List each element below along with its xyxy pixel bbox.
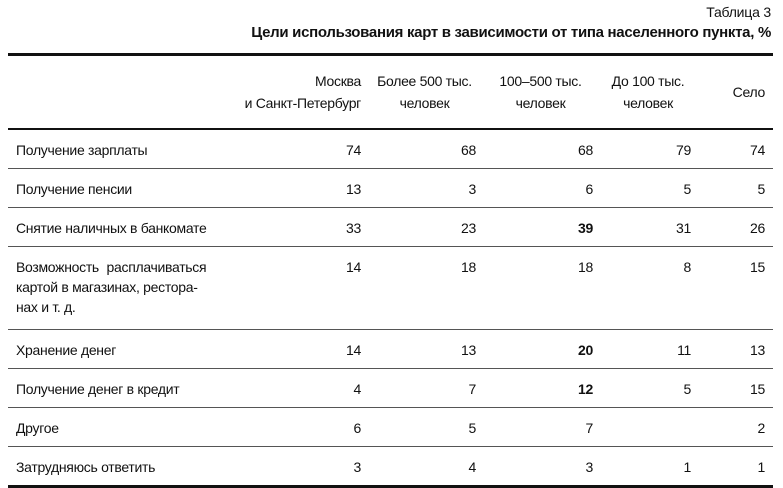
table-cell: 1 (683, 458, 691, 475)
row-label: Получение зарплаты (16, 141, 148, 158)
table-cell: 1 (757, 458, 765, 475)
row-label: Затрудняюсь ответить (16, 458, 156, 475)
table-cell: 2 (757, 419, 765, 436)
table-cell: 13 (461, 341, 476, 358)
table-cell: 68 (578, 141, 593, 158)
table-cell: 14 (346, 258, 361, 275)
table-cell: 5 (757, 180, 765, 197)
table-cell: 7 (585, 419, 593, 436)
header-line: человек (515, 94, 566, 111)
table-row (8, 168, 773, 207)
table-cell: 18 (578, 258, 593, 275)
header-line: 100–500 тыс. (499, 72, 582, 89)
row-label: Другое (16, 419, 59, 436)
row-label: Получение пенсии (16, 180, 132, 197)
table-cell: 6 (353, 419, 361, 436)
table-cell: 74 (346, 141, 361, 158)
table-cell: 15 (750, 380, 765, 397)
table-cell: 13 (750, 341, 765, 358)
table-cell: 79 (676, 141, 691, 158)
table-row (8, 368, 773, 407)
table-cell: 23 (461, 219, 476, 236)
table-cell: 11 (677, 341, 691, 358)
table-row (8, 207, 773, 246)
table-cell: 31 (676, 219, 691, 236)
header-line: До 100 тыс. (611, 72, 685, 89)
row-label-line: Возможность расплачиваться (16, 258, 207, 275)
header-line: и Санкт-Петербург (244, 94, 361, 111)
header-line: человек (399, 94, 450, 111)
table-cell: 5 (683, 380, 691, 397)
table-cell: 3 (585, 458, 593, 475)
row-label-line: нах и т. д. (16, 298, 76, 315)
table-number: Таблица 3 (706, 4, 771, 20)
table-cell: 68 (461, 141, 476, 158)
header-village (699, 55, 773, 129)
header-over-500k (369, 55, 484, 129)
header-line: Москва (315, 72, 361, 89)
table-cell: 7 (468, 380, 476, 397)
header-cell-empty (8, 55, 217, 129)
header-line: Более 500 тыс. (377, 72, 472, 89)
table-title: Цели использования карт в зависимости от типа населенного пункта, % (251, 24, 771, 41)
table-row (8, 129, 773, 169)
row-label (8, 246, 217, 329)
table-row (8, 407, 773, 446)
header-line: человек (623, 94, 673, 111)
table-cell: 4 (468, 458, 476, 475)
table-cell: 20 (578, 341, 593, 358)
table-cell: 39 (578, 219, 593, 236)
header-line: Село (732, 83, 765, 100)
table-cell: 15 (750, 258, 765, 275)
table-row (8, 329, 773, 368)
header-under-100k (601, 55, 699, 129)
table-cell: 3 (468, 180, 476, 197)
data-table (8, 53, 773, 488)
header-row (8, 55, 773, 129)
table-cell: 5 (468, 419, 476, 436)
table-row (8, 246, 773, 329)
table-cell: 12 (578, 380, 593, 397)
table-cell: 4 (353, 380, 361, 397)
table-cell: 74 (750, 141, 765, 158)
table-cell: 6 (585, 180, 593, 197)
row-label-line: картой в магазинах, рестора- (16, 278, 198, 295)
header-100-500k (484, 55, 601, 129)
row-label: Получение денег в кредит (16, 380, 180, 397)
header-moscow-spb (217, 55, 369, 129)
table-cell: 13 (346, 180, 361, 197)
row-label: Снятие наличных в банкомате (16, 219, 207, 236)
table-cell (601, 407, 699, 446)
table-cell: 5 (683, 180, 691, 197)
table-cell: 33 (346, 219, 361, 236)
table-cell: 14 (346, 341, 361, 358)
table-cell: 26 (750, 219, 765, 236)
row-label: Хранение денег (16, 341, 117, 358)
table-cell: 3 (353, 458, 361, 475)
table-cell: 18 (461, 258, 476, 275)
table-row (8, 446, 773, 486)
table-cell: 8 (683, 258, 691, 275)
